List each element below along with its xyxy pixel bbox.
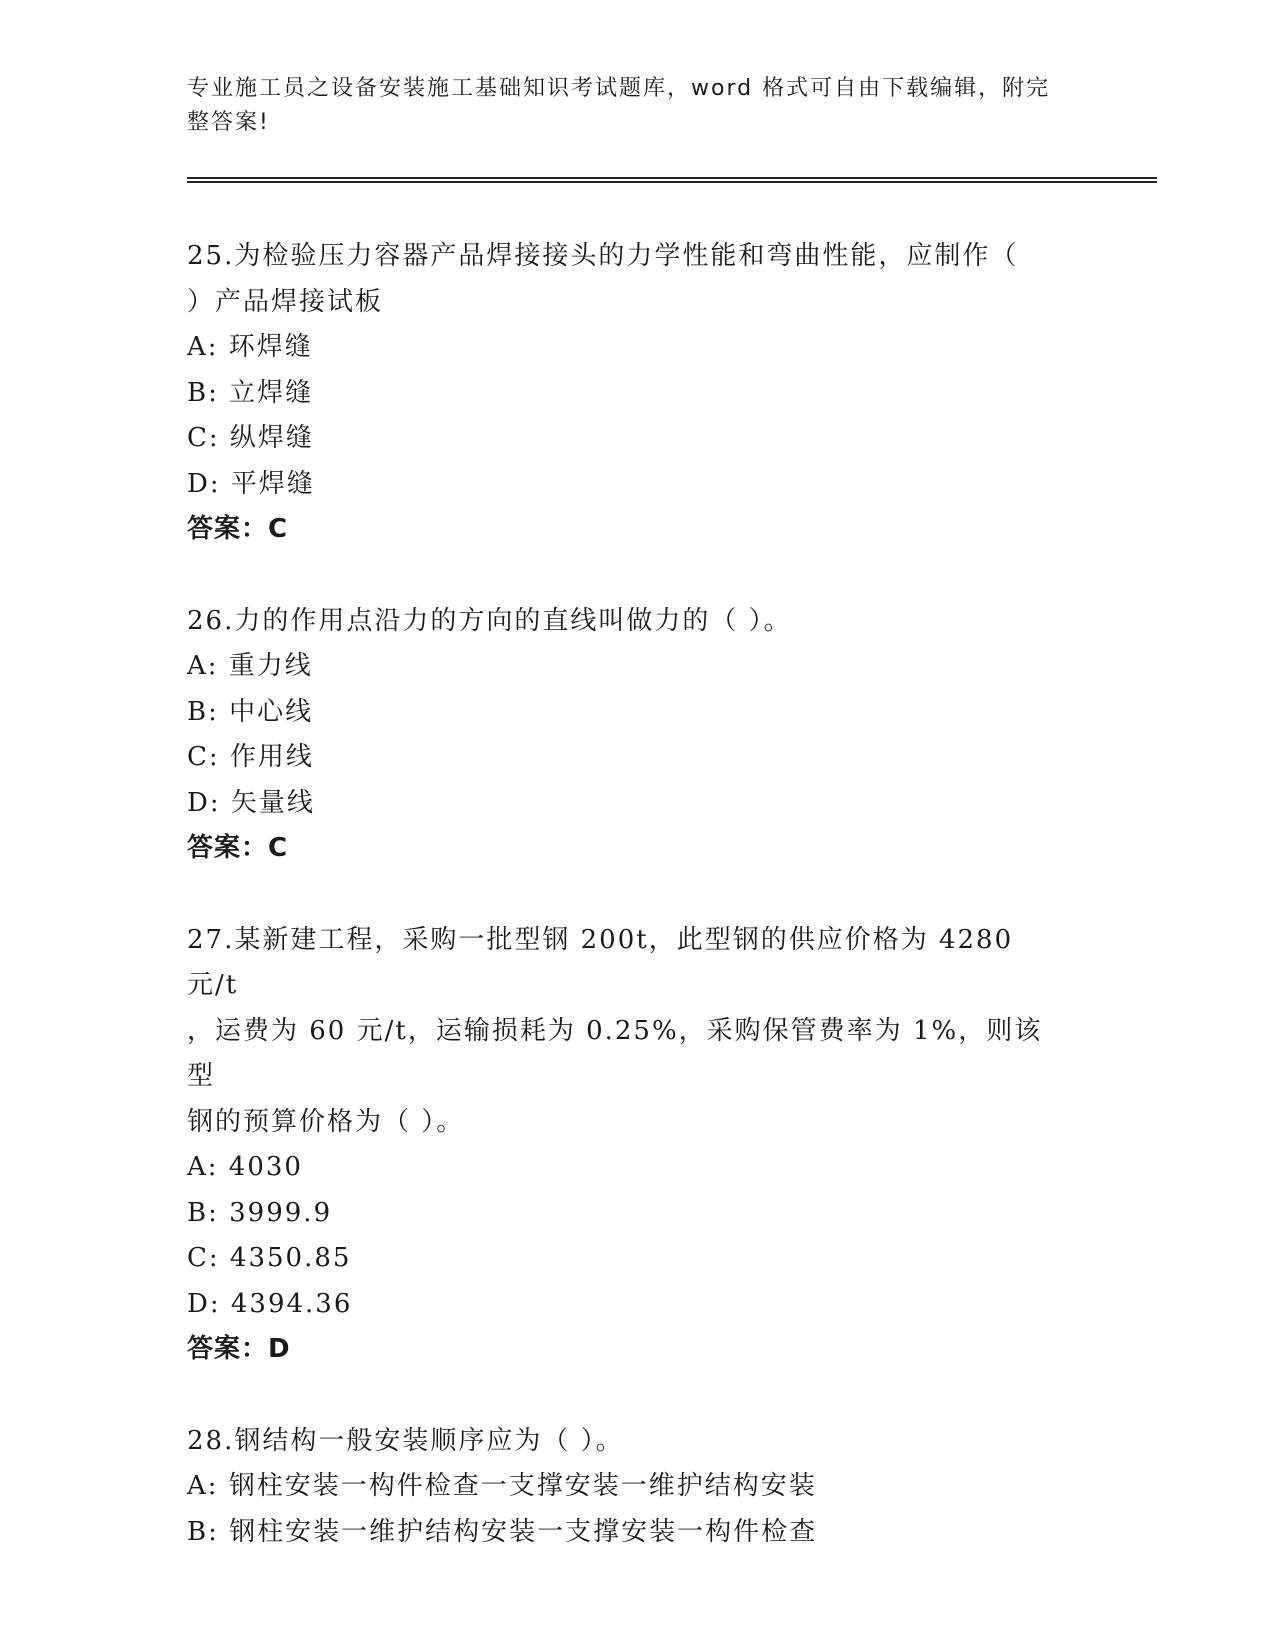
stem-line: 28.钢结构一般安装顺序应为（ ）。 [187,1425,624,1456]
question-list [187,234,1147,1601]
question-stem [187,599,1067,645]
option-b: B: 3999.9 [187,1197,333,1228]
answer-line: 答案：C [187,514,289,544]
document-page [187,0,1147,1650]
document-header [187,72,1067,140]
question-28 [187,1419,1147,1556]
question-stem [187,918,1067,1146]
option-c: C: 4350.85 [187,1243,352,1273]
option-d: D: 平焊缝 [187,468,315,499]
header-line-2: 整答案! [187,110,270,135]
option-b: B: 立焊缝 [187,377,314,408]
stem-line: 25.为检验压力容器产品焊接接头的力学性能和弯曲性能，应制作（ [187,241,1019,271]
option-a: A: 钢柱安装一构件检查一支撑安装一维护结构安装 [187,1471,817,1501]
question-stem [187,1419,1067,1465]
option-c: C: 纵焊缝 [187,423,314,453]
question-25 [187,234,1147,553]
question-27 [187,918,1147,1373]
question-26 [187,599,1147,872]
stem-line: ）产品焊接试板 [187,286,384,317]
stem-line: 27.某新建工程，采购一批型钢 200t，此型钢的供应价格为 4280 元/t [187,924,1014,1000]
header-line-1: 专业施工员之设备安装施工基础知识考试题库，word 格式可自由下载编辑，附完 [187,76,1051,101]
question-stem [187,234,1067,325]
answer-line: 答案：C [187,833,289,863]
stem-line: 钢的预算价格为（ ）。 [187,1106,465,1137]
option-a: A: 环焊缝 [187,332,313,362]
header-divider [187,177,1157,183]
option-b: B: 中心线 [187,696,314,727]
answer-line: 答案：D [187,1334,291,1364]
option-d: D: 4394.36 [187,1288,353,1319]
option-a: A: 4030 [187,1152,303,1182]
stem-line: ，运费为 60 元/t，运输损耗为 0.25%，采购保管费率为 1%，则该型 [187,1015,1043,1091]
option-c: C: 作用线 [187,742,314,772]
option-a: A: 重力线 [187,651,313,681]
option-b: B: 钢柱安装一维护结构安装一支撑安装一构件检查 [187,1516,818,1547]
stem-line: 26.力的作用点沿力的方向的直线叫做力的（ ）。 [187,605,792,636]
option-d: D: 矢量线 [187,787,315,818]
